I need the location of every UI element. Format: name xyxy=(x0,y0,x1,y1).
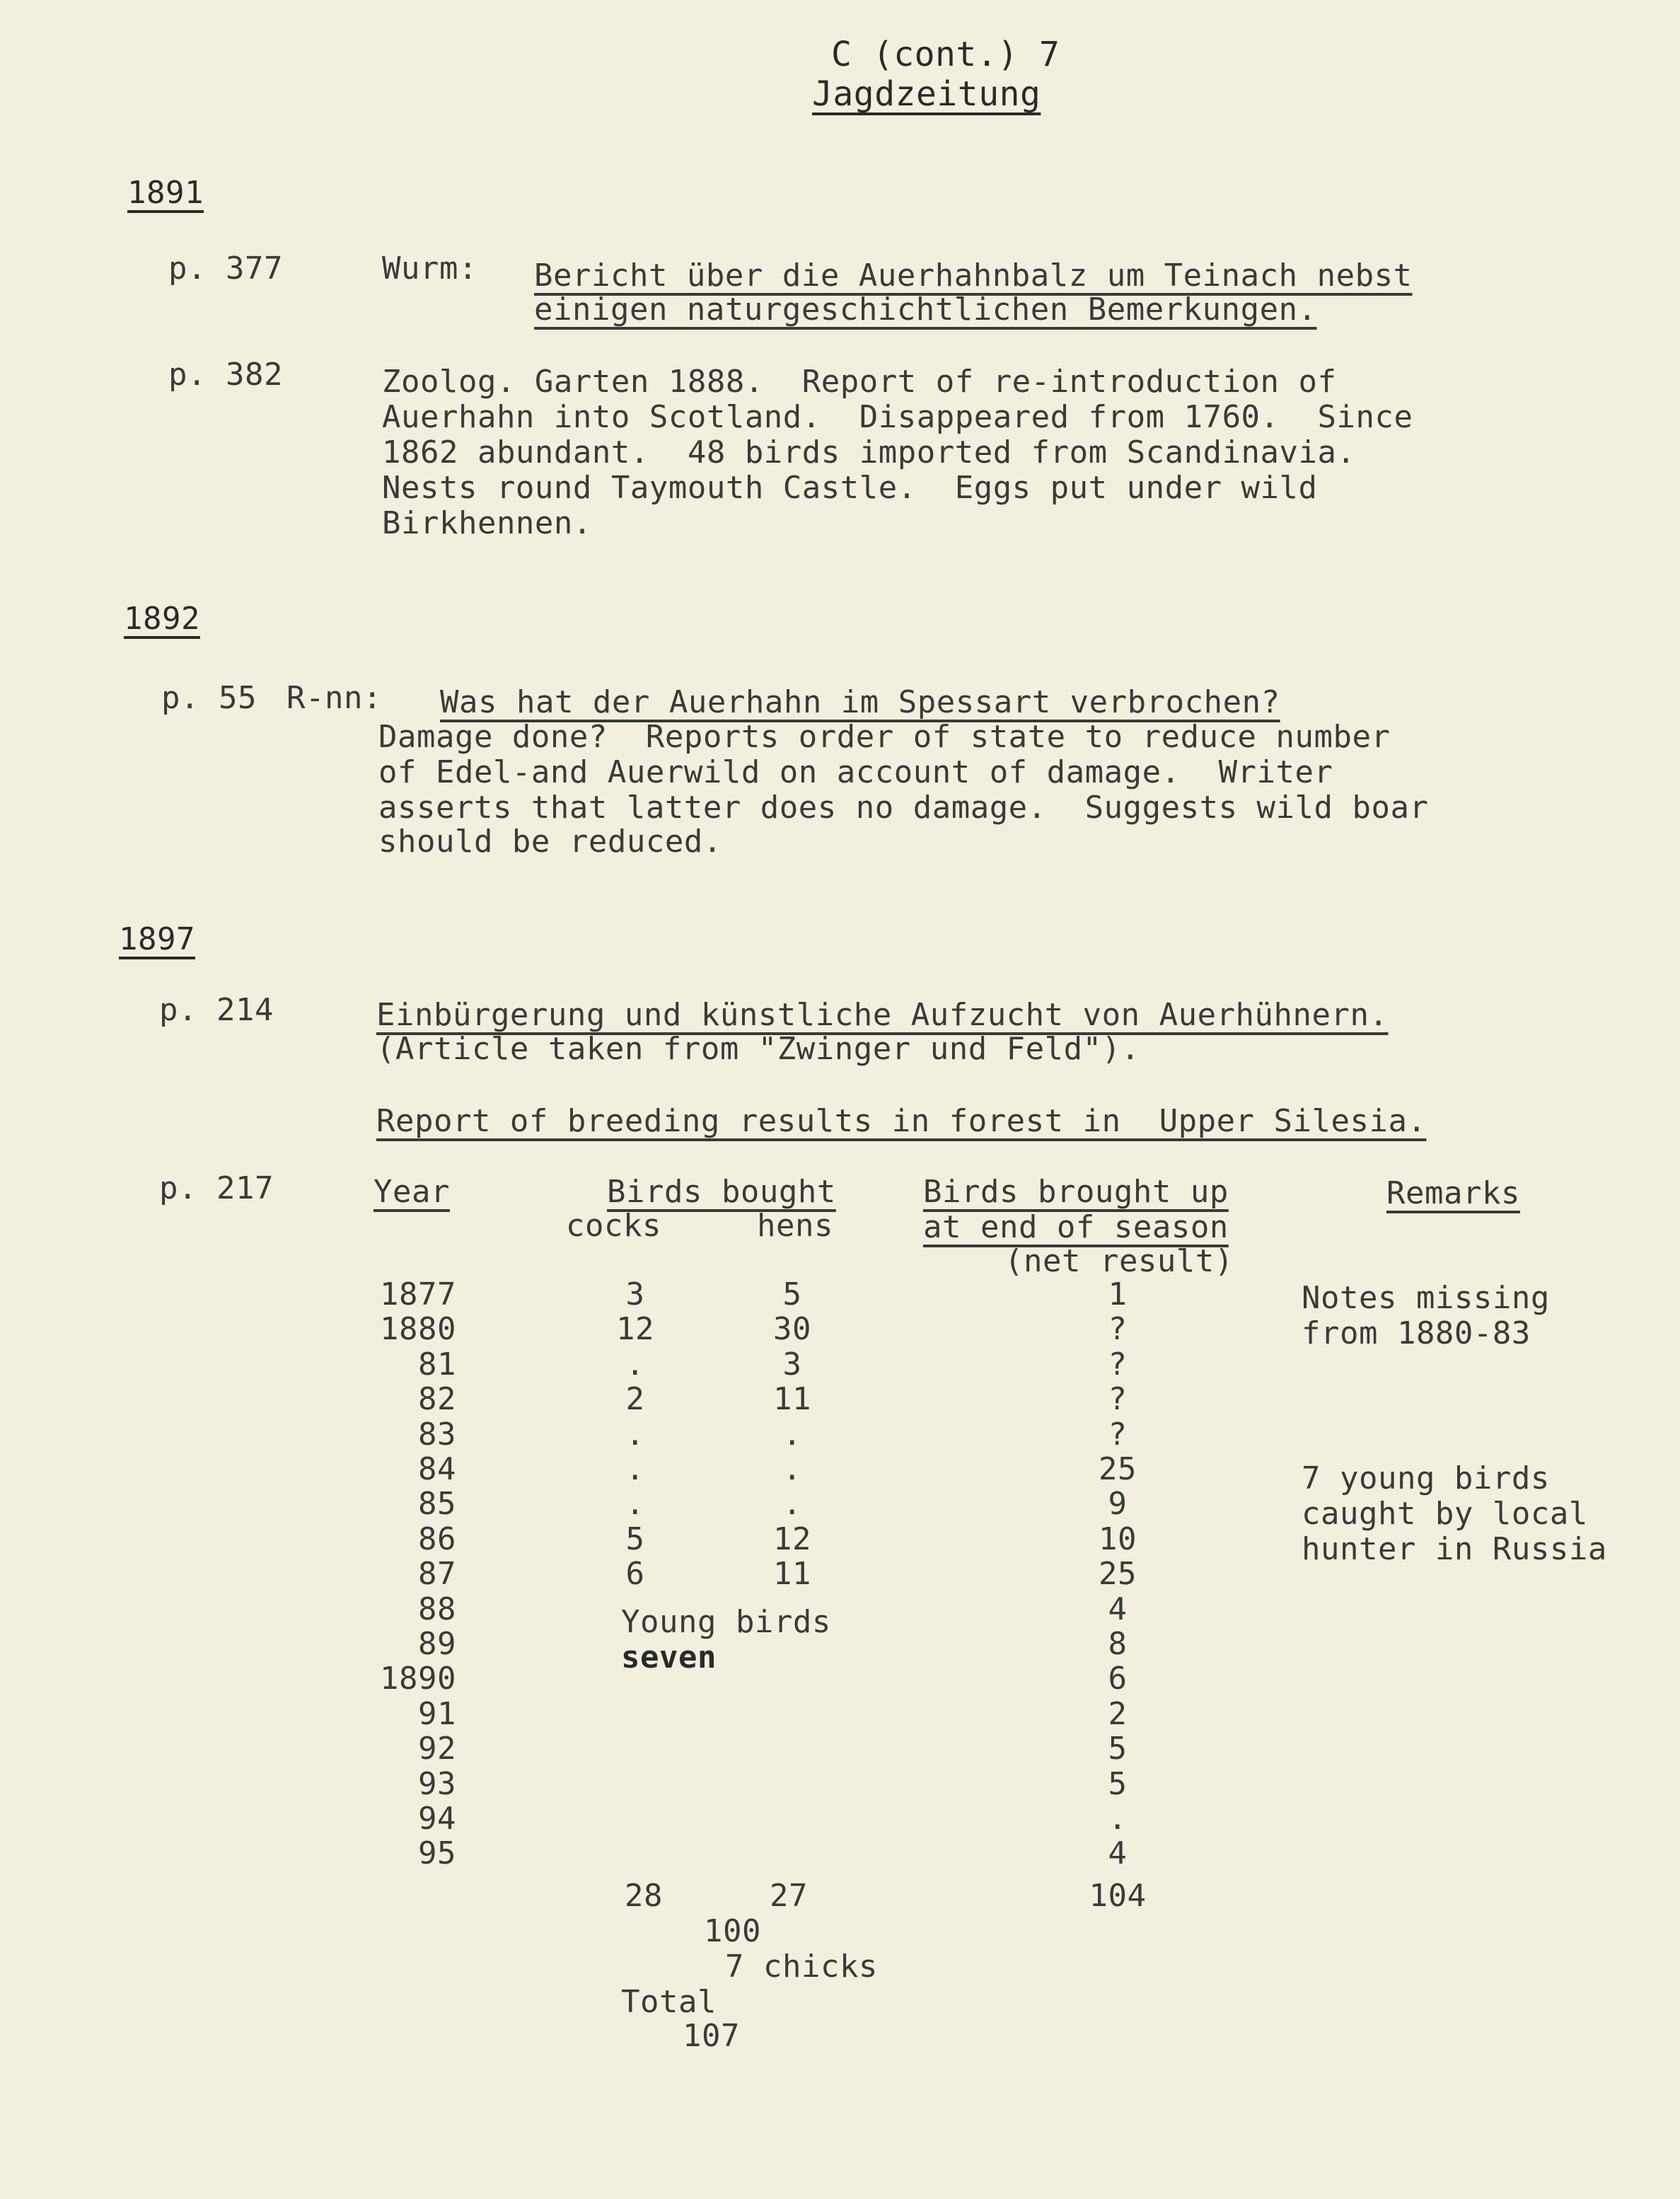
cell-cocks: 12 xyxy=(616,1311,654,1347)
cell-cocks: 5 xyxy=(625,1521,645,1557)
cell-result: ? xyxy=(1108,1381,1128,1417)
page-number: p. 55 xyxy=(161,680,257,716)
author: Wurm: xyxy=(382,250,477,287)
col-header-birds-bought: Birds bought xyxy=(607,1174,836,1210)
remark-line: Notes missing xyxy=(1302,1280,1550,1316)
cell-year: 1880 xyxy=(380,1311,456,1347)
cell-cocks: . xyxy=(625,1346,645,1383)
cell-year: 83 xyxy=(418,1416,456,1453)
body-line: should be reduced. xyxy=(378,824,722,860)
cell-hens: 11 xyxy=(773,1556,811,1592)
body-line: 1862 abundant. 48 birds imported from Scandinavia. xyxy=(382,434,1356,471)
cell-result: 9 xyxy=(1108,1486,1128,1522)
cell-year: 81 xyxy=(418,1346,456,1383)
article-title: Was hat der Auerhahn im Spessart verbrochen? xyxy=(440,684,1280,720)
cell-result: ? xyxy=(1108,1311,1128,1347)
body-line: Birkhennen. xyxy=(382,505,592,541)
cell-hens: 11 xyxy=(773,1381,811,1417)
cell-result: ? xyxy=(1108,1416,1128,1453)
article-title-line: Bericht über die Auerhahnbalz um Teinach nebst xyxy=(534,258,1413,294)
cell-hens: . xyxy=(782,1416,802,1453)
young-birds-note: seven xyxy=(621,1639,717,1675)
year-heading-1891: 1891 xyxy=(127,175,204,211)
cell-hens: . xyxy=(782,1486,802,1522)
total-hens: 27 xyxy=(770,1878,808,1914)
cell-cocks: 3 xyxy=(625,1276,645,1312)
cell-year: 87 xyxy=(418,1556,456,1592)
cell-year: 91 xyxy=(418,1696,456,1732)
cell-result: 4 xyxy=(1108,1591,1128,1627)
year-heading-1892: 1892 xyxy=(124,601,200,637)
remark-line: from 1880-83 xyxy=(1302,1315,1531,1351)
col-header-end-of-season: at end of season xyxy=(923,1209,1229,1245)
cell-year: 93 xyxy=(418,1766,456,1802)
cell-cocks: . xyxy=(625,1416,645,1453)
cell-year: 94 xyxy=(418,1801,456,1837)
col-header-cocks: cocks xyxy=(566,1208,661,1244)
cell-result: 25 xyxy=(1099,1556,1137,1592)
cell-cocks: . xyxy=(625,1486,645,1522)
total-label: Total xyxy=(621,1984,717,2020)
remark-line: caught by local xyxy=(1302,1496,1588,1532)
cell-year: 89 xyxy=(418,1626,456,1662)
cell-result: 1 xyxy=(1108,1276,1128,1312)
total-cocks: 28 xyxy=(625,1878,663,1914)
body-line: Zoolog. Garten 1888. Report of re-introduction of xyxy=(382,364,1337,400)
grand-total: 107 xyxy=(683,2018,740,2054)
page-number: p. 217 xyxy=(159,1170,274,1206)
chicks: 7 chicks xyxy=(725,1949,878,1985)
body-line: Damage done? Reports order of state to reduce number xyxy=(378,719,1391,755)
cell-result: 5 xyxy=(1108,1766,1128,1802)
cell-cocks: 6 xyxy=(625,1556,645,1592)
young-birds-note: Young birds xyxy=(621,1604,831,1640)
cell-result: 8 xyxy=(1108,1626,1128,1662)
page-reference: C (cont.) 7 xyxy=(831,35,1060,74)
remark-line: hunter in Russia xyxy=(1302,1531,1607,1567)
report-heading: Report of breeding results in forest in Upper Silesia. xyxy=(376,1103,1427,1139)
cell-year: 85 xyxy=(418,1486,456,1522)
body-line: Auerhahn into Scotland. Disappeared from 1760. Since xyxy=(382,399,1413,435)
body-line: asserts that latter does no damage. Suggests wild boar xyxy=(378,790,1429,826)
cell-hens: 12 xyxy=(773,1521,811,1557)
cell-year: 1890 xyxy=(380,1661,456,1697)
journal-title: Jagdzeitung xyxy=(812,74,1041,114)
cell-hens: 30 xyxy=(773,1311,811,1347)
cell-hens: 3 xyxy=(782,1346,802,1383)
article-title: Einbürgerung und künstliche Aufzucht von Auerhühnern. xyxy=(376,997,1389,1033)
remark-line: 7 young birds xyxy=(1302,1460,1550,1496)
page-number: p. 382 xyxy=(168,357,283,393)
col-header-net-result: (net result) xyxy=(1004,1243,1234,1279)
year-heading-1897: 1897 xyxy=(119,921,195,957)
cell-result: 5 xyxy=(1108,1731,1128,1767)
cell-result: ? xyxy=(1108,1346,1128,1383)
page-number: p. 214 xyxy=(159,992,274,1028)
cell-cocks: 2 xyxy=(625,1381,645,1417)
cell-cocks: . xyxy=(625,1451,645,1487)
body-line: of Edel-and Auerwild on account of damage. Writer xyxy=(378,754,1333,790)
cell-result: 10 xyxy=(1099,1521,1137,1557)
cell-year: 82 xyxy=(418,1381,456,1417)
total-sum: 100 xyxy=(704,1913,761,1949)
cell-result: 4 xyxy=(1108,1835,1128,1871)
body-line: Nests round Taymouth Castle. Eggs put under wild xyxy=(382,470,1318,506)
author: R-nn: xyxy=(286,680,382,716)
col-header-hens: hens xyxy=(757,1208,833,1244)
cell-result: 25 xyxy=(1099,1451,1137,1487)
total-result: 104 xyxy=(1089,1878,1147,1914)
cell-year: 95 xyxy=(418,1835,456,1871)
cell-hens: . xyxy=(782,1451,802,1487)
col-header-remarks: Remarks xyxy=(1386,1175,1520,1211)
article-note: (Article taken from "Zwinger und Feld"). xyxy=(376,1031,1140,1067)
article-title-line: einigen naturgeschichtlichen Bemerkungen. xyxy=(534,292,1317,328)
col-header-year: Year xyxy=(373,1174,450,1210)
cell-year: 88 xyxy=(418,1591,456,1627)
cell-year: 84 xyxy=(418,1451,456,1487)
cell-year: 92 xyxy=(418,1731,456,1767)
cell-result: . xyxy=(1108,1801,1128,1837)
cell-result: 2 xyxy=(1108,1696,1128,1732)
cell-year: 1877 xyxy=(380,1276,456,1312)
page-number: p. 377 xyxy=(168,250,283,287)
cell-hens: 5 xyxy=(782,1276,802,1312)
cell-year: 86 xyxy=(418,1521,456,1557)
cell-result: 6 xyxy=(1108,1661,1128,1697)
col-header-brought-up: Birds brought up xyxy=(923,1174,1229,1210)
